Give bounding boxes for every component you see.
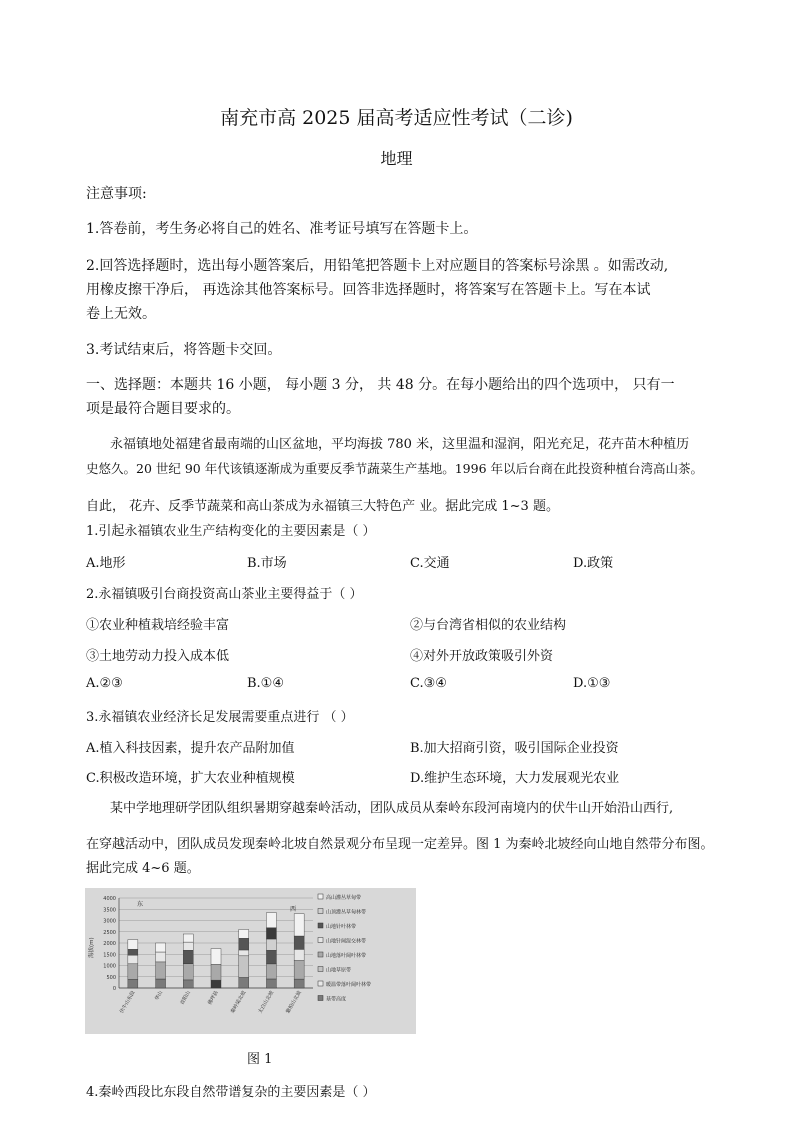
legend-swatch (318, 894, 323, 899)
legend-swatch (318, 967, 323, 972)
bar-segment (183, 942, 193, 950)
notice-item-2-line-2: 用橡皮擦干净后， 再选涂其他答案标号。回答非选择题时，将答案写在答题卡上。写在本试 (86, 282, 651, 298)
figure-1-caption: 图 1 (247, 1052, 273, 1067)
legend-label: 山地落叶阔叶林带 (326, 953, 367, 959)
q3-option-c: C.积极改造环境，扩大农业种植规模 (86, 771, 295, 786)
q1-option-a: A.地形 (86, 556, 126, 571)
legend-label: 山地针叶林带 (326, 924, 357, 930)
question-4-stem: 4.秦岭西段比东段自然带谱复杂的主要因素是（ ） (86, 1085, 376, 1100)
x-tick-label: 秦岭梁北坡 (229, 990, 248, 1015)
west-label: 西 (290, 906, 297, 913)
q3-option-b: B.加大招商引资，吸引国际企业投资 (410, 741, 619, 756)
q2-option-a: A.②③ (86, 676, 123, 691)
bar-segment (239, 938, 249, 950)
notice-item-2-line-1: 2.回答选择题时，选出每小题答案后，用铅笔把答题卡上对应题目的答案标号涂黑 。如需改动, (86, 258, 669, 274)
passage-1-line-2: 史悠久。20 世纪 90 年代该镇逐渐成为重要反季节蔬菜生产基地。1996 年以后台商在此投资种植台湾高山茶。 (86, 461, 704, 476)
notice-item-2-line-3: 卷上无效。 (86, 306, 156, 322)
passage-2-line-1: 某中学地理研学团队组织暑期穿越秦岭活动，团队成员从秦岭东段河南境内的伏牛山开始沿山西行, (110, 801, 674, 816)
y-tick-label: 0 (112, 986, 116, 992)
bar-segment (239, 930, 249, 939)
y-tick-label: 2000 (103, 941, 116, 947)
bar-segment (294, 914, 304, 936)
notice-item-1: 1.答卷前，考生务必将自己的姓名、准考证号填写在答题卡上。 (86, 221, 478, 237)
figure-1-chart (85, 888, 416, 1034)
bar-segment (156, 943, 166, 952)
exam-title: 南充市高 2025 届高考适应性考试（二诊) (220, 107, 573, 129)
q1-option-b: B.市场 (247, 556, 287, 571)
y-tick-label: 4000 (103, 896, 116, 902)
q2-choice-4: ④对外开放政策吸引外资 (410, 649, 554, 664)
bar-segment (294, 979, 304, 988)
passage-1-line-3: 自此， 花卉、反季节蔬菜和高山茶成为永福镇三大特色产 业。据此完成 1~3 题。 (86, 499, 559, 514)
bar-segment (128, 979, 138, 988)
subject-title: 地理 (380, 149, 413, 168)
legend-swatch (318, 981, 323, 986)
legend-swatch (318, 938, 323, 943)
x-tick-label: 华山 (154, 990, 165, 1002)
x-tick-label: 首阳山 (179, 990, 193, 1007)
q3-option-d: D.维护生态环境，大力发展观光农业 (410, 771, 620, 786)
x-tick-label: 紫柏山北坡 (285, 990, 303, 1015)
y-tick-label: 3500 (103, 907, 116, 914)
y-tick-label: 1000 (103, 963, 116, 970)
legend-swatch (318, 996, 323, 1001)
question-2-stem: 2.永福镇吸引台商投资高山茶业主要得益于（ ） (86, 587, 363, 602)
q2-choice-1: ①农业种植栽培经验丰富 (86, 618, 230, 633)
bar-segment (128, 940, 138, 950)
bar-segment (156, 962, 166, 979)
notice-item-3: 3.考试结束后，将答题卡交回。 (86, 342, 282, 358)
bar-segment (211, 964, 221, 980)
bar-segment (183, 964, 193, 980)
natural-zone-chart-svg (85, 888, 416, 1034)
bar-segment (239, 950, 249, 956)
bar-segment (266, 913, 276, 928)
q3-option-a: A.植入科技因素，提升农产品附加值 (86, 741, 295, 756)
q1-option-d: D.政策 (573, 556, 614, 571)
bar-segment (266, 939, 276, 950)
question-1-stem: 1.引起永福镇农业生产结构变化的主要因素是（ ） (86, 524, 376, 539)
y-tick-label: 3000 (103, 918, 116, 925)
y-tick-label: 500 (106, 974, 116, 981)
question-3-stem: 3.永福镇农业经济长足发展需要重点进行 （ ） (86, 710, 354, 725)
legend-label: 山顶灌丛草甸林带 (326, 909, 367, 916)
q2-option-b: B.①④ (247, 676, 284, 691)
bar-segment (128, 964, 138, 979)
notice-heading: 注意事项: (86, 186, 147, 202)
section-heading-line-2: 项是最符合题目要求的。 (86, 401, 240, 417)
bar-segment (183, 950, 193, 964)
passage-1-line-1: 永福镇地处福建省最南端的山区盆地，平均海拔 780 米，这里温和湿润，阳光充足，花卉苗木种植历 (110, 437, 690, 452)
legend-label: 山地草原带 (326, 967, 352, 974)
bar-segment (266, 928, 276, 939)
q2-option-c: C.③④ (410, 676, 447, 691)
bar-segment (211, 980, 221, 988)
bar-segment (294, 949, 304, 960)
bar-segment (239, 977, 249, 988)
q2-choice-3: ③土地劳动力投入成本低 (86, 649, 230, 664)
y-tick-label: 2500 (103, 929, 116, 936)
legend-label: 高山灌丛草甸带 (326, 895, 362, 901)
bar-segment (211, 949, 221, 965)
q2-choice-2: ②与台湾省相似的农业结构 (410, 618, 567, 633)
bar-segment (183, 934, 193, 942)
x-tick-label: 太白山北坡 (257, 990, 276, 1015)
section-heading-line-1: 一、选择题：本题共 16 小题， 每小题 3 分， 共 48 分。在每小题给出的四个选项中， 只有一 (86, 377, 675, 393)
bar-segment (266, 964, 276, 979)
legend-swatch (318, 909, 323, 914)
bar-segment (128, 955, 138, 964)
bar-segment (266, 950, 276, 964)
bar-segment (156, 979, 166, 988)
bar-segment (294, 936, 304, 949)
passage-2-line-3: 据此完成 4~6 题。 (86, 861, 200, 876)
bar-segment (294, 961, 304, 980)
legend-swatch (318, 923, 323, 928)
east-label: 东 (137, 901, 144, 908)
x-tick-label: 伏牛山东段 (118, 990, 137, 1015)
legend-label: 基带高度 (326, 996, 347, 1003)
legend-label: 暖温带落叶阔叶林带 (326, 982, 372, 988)
q1-option-c: C.交通 (410, 556, 450, 571)
legend-label: 山地针阔混交林带 (326, 938, 367, 945)
bar-segment (239, 956, 249, 978)
legend-swatch (318, 952, 323, 957)
y-axis-label: 海拔(m) (89, 937, 95, 958)
y-tick-label: 1500 (103, 952, 116, 959)
bar-segment (156, 952, 166, 962)
bar-segment (183, 980, 193, 988)
bar-segment (266, 979, 276, 988)
passage-2-line-2: 在穿越活动中，团队成员发现秦岭北坡自然景观分布呈现一定差异。图 1 为秦岭北坡经向山地自然带分布图。 (86, 837, 714, 852)
x-tick-label: 佛坪县 (207, 990, 220, 1007)
q2-option-d: D.①③ (573, 676, 611, 691)
bar-segment (128, 949, 138, 955)
